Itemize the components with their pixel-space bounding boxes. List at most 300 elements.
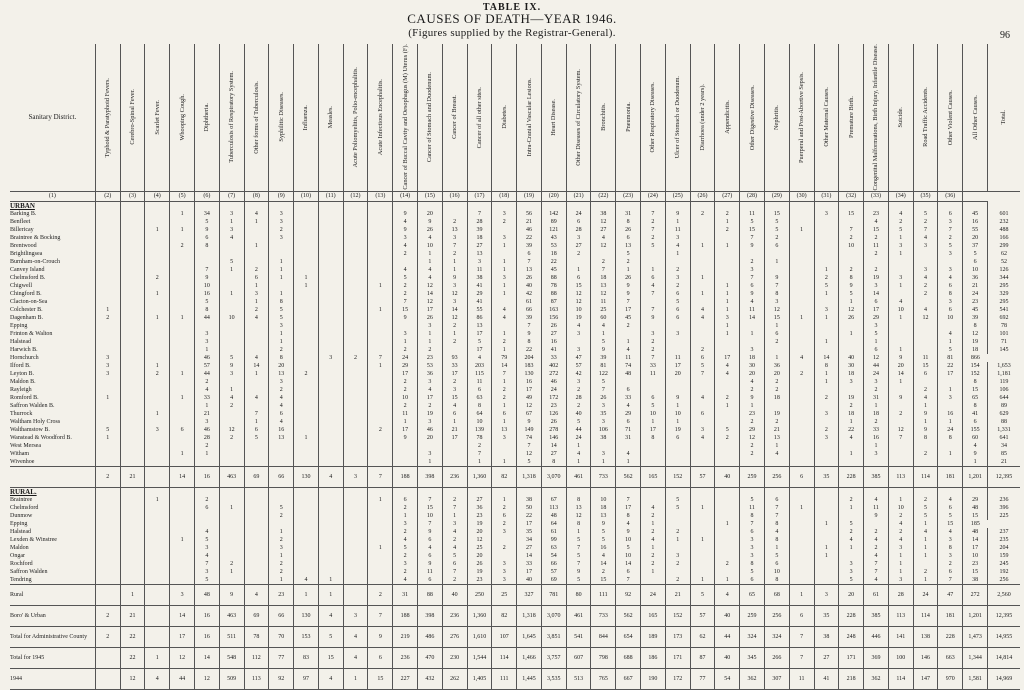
value-cell [170,290,195,298]
value-cell: 9 [665,394,690,402]
value-cell: 12 [864,354,889,362]
value-cell [442,210,467,218]
value-cell: 3 [269,544,294,552]
value-cell: 7 [864,568,889,576]
value-cell: 3 [418,378,443,386]
value-cell: 14 [888,370,913,378]
value-cell: 18 [591,504,616,512]
value-cell [269,250,294,258]
value-cell: 3 [888,544,913,552]
value-cell [839,512,864,520]
value-cell: 29 [864,314,889,322]
district-row [10,338,1020,346]
value-cell [244,442,269,450]
value-cell [219,458,244,467]
value-cell [393,258,418,266]
value-cell [715,496,740,504]
value-cell: 5 [814,282,839,290]
value-cell: 6 [764,560,789,568]
value-cell: 2 [864,234,889,242]
value-cell: 22 [120,626,145,647]
value-cell [318,290,343,298]
value-cell: 2 [665,282,690,290]
value-cell: 1 [492,346,517,354]
value-cell: 12 [888,426,913,434]
value-cell: 1 [492,258,517,266]
value-cell: 12 [566,290,591,298]
value-cell: 1 [690,536,715,544]
value-cell [95,402,120,410]
value-cell [95,410,120,418]
value-cell: 1 [938,386,963,394]
value-cell [145,512,170,520]
value-cell: 8 [269,298,294,306]
value-cell: 8 [764,576,789,585]
value-cell [95,290,120,298]
value-cell: 8 [517,338,542,346]
value-cell: 1,653 [987,362,1020,370]
value-cell: 1 [913,418,938,426]
value-cell: 107 [492,626,517,647]
empty-cell [269,201,294,210]
value-cell [170,298,195,306]
cause-header: Cancer of Buccal Cavity and Oesophagus (M) Uterus (F). [393,44,418,191]
value-cell: 1,445 [517,668,542,689]
value-cell: 1 [616,266,641,274]
value-cell: 324 [740,626,765,647]
value-cell [764,402,789,410]
value-cell: 27 [467,496,492,504]
district-name: Rochford [10,560,33,567]
value-cell [690,378,715,386]
value-cell: 19 [839,394,864,402]
value-cell [145,242,170,250]
value-cell: 3 [393,560,418,568]
value-cell: 7 [467,210,492,218]
value-cell: 159 [987,552,1020,560]
value-cell [244,250,269,258]
value-cell: 26 [517,274,542,282]
value-cell [665,512,690,520]
value-cell: 1 [194,402,219,410]
value-cell: 12 [764,306,789,314]
value-cell [690,250,715,258]
empty-cell [764,487,789,496]
value-cell: 6 [194,504,219,512]
district-row [10,258,1020,266]
value-cell: 81 [938,354,963,362]
value-cell: 31 [864,394,889,402]
value-cell: 9 [864,512,889,520]
value-cell: 89 [541,218,566,226]
value-cell [864,520,889,528]
value-cell [219,520,244,528]
value-cell [95,218,120,226]
value-cell: 41 [814,668,839,689]
value-cell: 21 [442,426,467,434]
value-cell: 8 [566,496,591,504]
value-cell: 3 [814,410,839,418]
value-cell: 3 [418,450,443,458]
value-cell: 1 [269,330,294,338]
value-cell: 89 [987,402,1020,410]
value-cell: 10 [888,504,913,512]
value-cell: 1 [368,544,393,552]
value-cell [120,314,145,322]
district-row [10,442,1020,450]
cause-header: Diphtheria. [194,44,219,191]
value-cell [244,528,269,536]
value-cell [219,418,244,426]
value-cell [95,504,120,512]
value-cell [120,338,145,346]
value-cell: 9 [418,560,443,568]
value-cell: 45 [616,314,641,322]
district-name: Frinton & Walton [10,330,53,337]
district-row [10,512,1020,520]
value-cell: 181 [938,466,963,487]
value-cell: 2 [393,346,418,354]
value-cell [888,418,913,426]
value-cell: 10 [963,552,988,560]
value-cell: 20 [467,552,492,560]
value-cell: 16 [194,626,219,647]
value-cell: 511 [219,626,244,647]
value-cell: 3 [938,218,963,226]
value-cell: 4 [219,234,244,242]
value-cell [120,426,145,434]
value-cell: 48 [541,512,566,520]
value-cell [95,338,120,346]
value-cell: 83 [294,647,319,668]
value-cell: 21 [963,282,988,290]
cause-header: Appendicitis. [715,44,740,191]
value-cell: 17 [442,434,467,442]
value-cell: 4 [715,362,740,370]
value-cell: 39 [517,314,542,322]
empty-cell [318,201,343,210]
value-cell: 2 [194,496,219,504]
value-cell: 866 [963,354,988,362]
value-cell [343,226,368,234]
value-cell: 3,535 [541,668,566,689]
value-cell: 1 [888,378,913,386]
value-cell [789,250,814,258]
value-cell: 4 [938,330,963,338]
value-cell: 3 [938,266,963,274]
value-cell [789,362,814,370]
value-cell [814,298,839,306]
value-cell [715,378,740,386]
value-cell: 20 [740,370,765,378]
empty-cell [789,487,814,496]
value-cell: 4 [244,354,269,362]
value-cell: 3 [442,386,467,394]
value-cell [294,346,319,354]
value-cell: 9 [963,450,988,458]
value-cell [789,402,814,410]
value-cell: 3 [591,402,616,410]
value-cell: 4 [616,450,641,458]
value-cell [244,450,269,458]
value-cell [839,458,864,467]
empty-cell [913,487,938,496]
column-number: (36) [938,191,963,201]
value-cell: 1 [442,330,467,338]
value-cell: 1 [269,258,294,266]
district-row [10,274,1020,282]
value-cell: 1 [418,258,443,266]
value-cell: 9 [740,242,765,250]
value-cell: 4 [467,354,492,362]
value-cell: 4 [318,605,343,626]
value-cell: 7 [244,410,269,418]
value-cell [690,402,715,410]
value-cell: 2 [219,402,244,410]
value-cell: 2 [244,266,269,274]
value-cell [789,528,814,536]
district-name: Benfleet [10,218,31,225]
value-cell [715,552,740,560]
value-cell: 1 [393,418,418,426]
value-cell [318,434,343,442]
value-cell: 68 [764,584,789,605]
value-cell [641,458,666,467]
value-cell [789,418,814,426]
value-cell [368,290,393,298]
value-cell: 155 [963,426,988,434]
value-cell: 259 [740,466,765,487]
value-cell [318,210,343,218]
value-cell: 100 [888,647,913,668]
value-cell: 7 [913,226,938,234]
value-cell [591,442,616,450]
district-name: Ongar [10,552,25,559]
value-cell [269,520,294,528]
value-cell [343,210,368,218]
value-cell: 17 [517,568,542,576]
value-cell: 6 [170,426,195,434]
value-cell [170,338,195,346]
value-cell: 2 [467,442,492,450]
empty-cell [987,201,1020,210]
value-cell: 10 [938,314,963,322]
empty-cell [566,487,591,496]
value-cell: 278 [541,426,566,434]
value-cell: 16 [541,338,566,346]
value-cell: 2 [269,346,294,354]
value-cell [888,338,913,346]
value-cell [95,378,120,386]
value-cell [641,298,666,306]
value-cell [343,218,368,226]
value-cell: 4 [442,544,467,552]
value-cell [170,362,195,370]
value-cell: 1 [244,418,269,426]
value-cell [170,512,195,520]
value-cell [368,402,393,410]
value-cell: 1 [814,544,839,552]
value-cell [665,338,690,346]
value-cell: 53 [418,362,443,370]
value-cell: 55 [963,226,988,234]
value-cell: 6 [244,274,269,282]
value-cell: 1 [566,528,591,536]
value-cell: 74 [616,362,641,370]
value-cell: 6 [566,274,591,282]
value-cell: 15 [591,576,616,585]
value-cell: 228 [938,626,963,647]
value-cell [740,338,765,346]
value-cell: 4 [393,536,418,544]
value-cell: 10 [963,266,988,274]
value-cell: 4 [492,314,517,322]
value-cell: 5 [690,584,715,605]
value-cell: 9 [517,418,542,426]
value-cell [368,314,393,322]
value-cell: 9 [393,314,418,322]
value-cell: 369 [864,647,889,668]
empty-cell [492,487,517,496]
value-cell: 7 [740,520,765,528]
value-cell: 11 [864,504,889,512]
value-cell: 1 [145,362,170,370]
value-cell: 1,544 [467,647,492,668]
district-row [10,496,1020,504]
value-cell [492,442,517,450]
value-cell: 307 [764,668,789,689]
empty-cell [963,201,988,210]
value-cell: 8 [641,434,666,442]
value-cell [120,402,145,410]
value-cell: 11 [864,242,889,250]
value-cell: 236 [442,605,467,626]
value-cell: 228 [839,605,864,626]
value-cell: 11 [641,370,666,378]
value-cell [393,322,418,330]
value-cell: 27 [541,450,566,458]
value-cell [715,536,740,544]
value-cell: 9 [616,528,641,536]
value-cell: 1 [690,242,715,250]
value-cell [715,250,740,258]
value-cell: 235 [987,536,1020,544]
value-cell: 1,645 [517,626,542,647]
value-cell: 26 [616,274,641,282]
value-cell: 40 [566,410,591,418]
value-cell: 1 [244,242,269,250]
empty-cell [95,201,120,210]
value-cell [888,450,913,458]
value-cell: 3 [219,370,244,378]
value-cell [864,258,889,266]
empty-cell [318,487,343,496]
value-cell [219,544,244,552]
value-cell: 24 [566,210,591,218]
value-cell: 4 [913,274,938,282]
value-cell: 2 [641,346,666,354]
value-cell [170,250,195,258]
value-cell: 57 [566,362,591,370]
value-cell [789,330,814,338]
value-cell: 57 [690,605,715,626]
empty-cell [343,487,368,496]
value-cell: 541 [566,626,591,647]
value-cell: 57 [194,362,219,370]
value-cell [814,560,839,568]
value-cell: 3 [492,210,517,218]
value-cell [938,402,963,410]
value-cell: 1 [269,266,294,274]
value-cell: 4 [938,528,963,536]
value-cell [665,544,690,552]
value-cell: 461 [566,466,591,487]
value-cell: 1 [814,290,839,298]
value-cell: 1 [839,504,864,512]
value-cell: 86 [467,314,492,322]
value-cell: 1 [913,544,938,552]
value-cell [95,544,120,552]
value-cell [145,520,170,528]
value-cell [294,298,319,306]
value-cell [690,218,715,226]
value-cell [690,282,715,290]
value-cell [145,605,170,626]
value-cell [368,418,393,426]
value-cell: 4 [393,576,418,585]
value-cell: 38 [517,496,542,504]
value-cell: 190 [641,668,666,689]
value-cell [95,552,120,560]
value-cell [789,560,814,568]
value-cell: 2 [814,394,839,402]
value-cell: 3 [641,330,666,338]
value-cell: 1 [492,290,517,298]
column-number: (3) [120,191,145,201]
value-cell: 1 [269,528,294,536]
value-cell: 5 [194,298,219,306]
value-cell: 23 [269,584,294,605]
value-cell: 1 [591,330,616,338]
value-cell: 2 [95,605,120,626]
value-cell: 1 [715,306,740,314]
value-cell: 4 [740,378,765,386]
value-cell: 2 [442,496,467,504]
value-cell: 22 [517,234,542,242]
value-cell: 114 [888,668,913,689]
value-cell: 7 [418,496,443,504]
value-cell: 3 [764,298,789,306]
value-cell: 14 [616,560,641,568]
value-cell: 9 [517,330,542,338]
value-cell: 13 [467,250,492,258]
value-cell [170,418,195,426]
value-cell: 10 [591,496,616,504]
cause-header: Other forms of Tuberculosis. [244,44,269,191]
value-cell: 2,560 [987,584,1020,605]
value-cell: 6 [616,568,641,576]
value-cell: 2 [888,218,913,226]
value-cell: 1 [641,418,666,426]
value-cell: 1 [938,450,963,458]
value-cell: 21 [120,605,145,626]
value-cell [814,512,839,520]
value-cell [219,576,244,585]
value-cell [789,378,814,386]
value-cell: 362 [864,668,889,689]
value-cell: 2 [864,528,889,536]
value-cell: 488 [987,226,1020,234]
